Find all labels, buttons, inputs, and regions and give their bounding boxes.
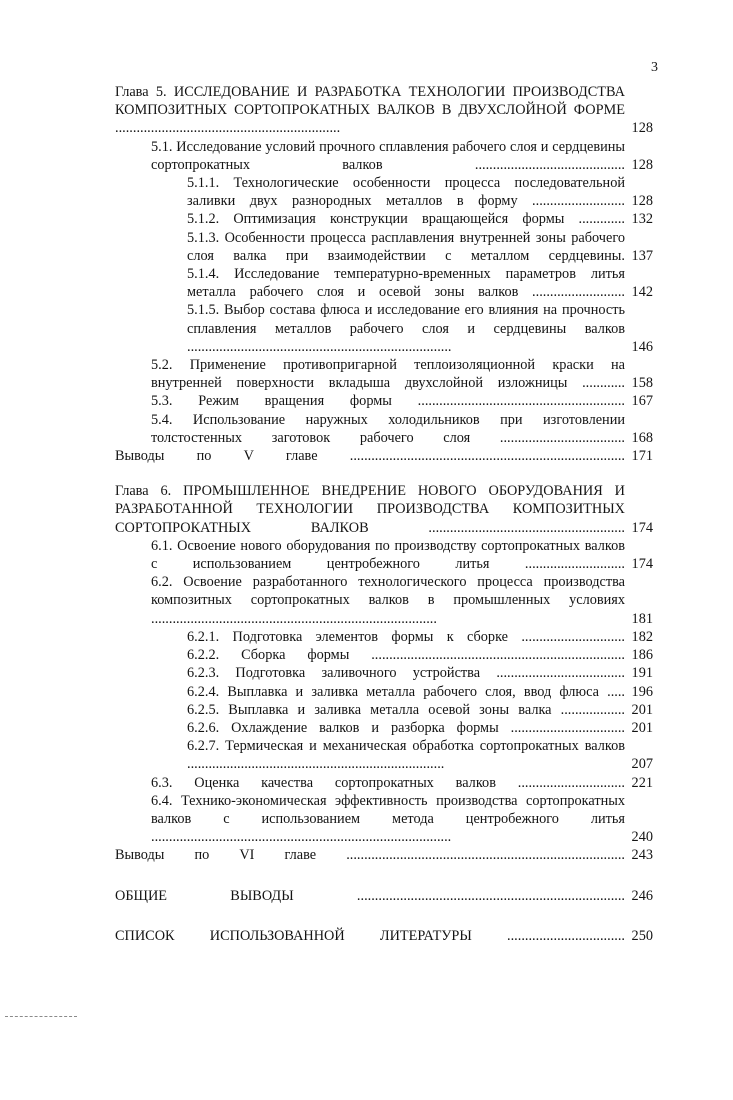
toc-page-number: 174	[631, 556, 653, 573]
toc-general-conclusions[interactable]	[115, 887, 653, 905]
toc-page-number: 191	[631, 665, 653, 682]
toc-entry-title: 5.3. Режим вращения формы ..........................................................	[151, 393, 625, 410]
toc-section-6-4[interactable]	[151, 792, 653, 847]
toc-subsection-5-1-2[interactable]	[187, 210, 653, 228]
toc-entry-title: 5.1.3. Особенности процесса расплавления внутренней зоны рабочего слоя валка при взаимодействии с металлом сердцевины.	[187, 229, 625, 264]
toc-subsection-5-1-3[interactable]	[187, 229, 653, 265]
toc-page-number: 128	[631, 193, 653, 210]
toc-page-number: 201	[631, 719, 653, 736]
spacer	[115, 465, 653, 482]
toc-section-6-3[interactable]	[151, 774, 653, 792]
toc-page-number: 158	[631, 375, 653, 392]
toc-page-number: 171	[631, 448, 653, 465]
toc-page-number: 128	[631, 120, 653, 137]
toc-page-number: 168	[631, 429, 653, 446]
spacer	[115, 865, 653, 887]
toc-page-number: 240	[631, 829, 653, 846]
toc-entry-title: 5.1.1. Технологические особенности процесса последовательной заливки двух разнородных металлов в форму ..........................	[187, 175, 625, 210]
toc-entry-title: 5.1. Исследование условий прочного сплавления рабочего слоя и сердцевины сортопрокатных валков ..........................................	[151, 138, 625, 173]
spacer	[115, 905, 653, 927]
toc-page-number: 250	[631, 927, 653, 944]
scan-artifact-line	[5, 1016, 77, 1017]
toc-subsection-6-2-7[interactable]	[187, 737, 653, 773]
toc-entry-title: 6.1. Освоение нового оборудования по производству сортопрокатных валков с использованием центробежного литья ............................	[151, 537, 625, 573]
toc-section-5-1[interactable]	[151, 138, 653, 174]
toc-entry-title: 6.2.3. Подготовка заливочного устройства ....................................	[187, 665, 625, 682]
toc-entry-title: 6.3. Оценка качества сортопрокатных валков ..............................	[151, 774, 625, 791]
toc-page-number: 174	[631, 519, 653, 536]
toc-page-number: 137	[631, 247, 653, 264]
toc-page-number: 201	[631, 701, 653, 718]
toc-conclusions-chapter-6[interactable]	[115, 846, 653, 864]
toc-subsection-6-2-2[interactable]	[187, 646, 653, 664]
toc-page-number: 128	[631, 156, 653, 173]
toc-page-number: 221	[631, 774, 653, 791]
toc-page-number: 132	[631, 211, 653, 228]
toc-entry-title: 6.2.1. Подготовка элементов формы к сборке .............................	[187, 628, 625, 645]
toc-entry-title: 6.2.5. Выплавка и заливка металла осевой зоны валка ..................	[187, 701, 625, 718]
toc-entry-title: 5.1.4. Исследование температурно-временных параметров литья металла рабочего слоя и осевой зоны валков ..........................	[187, 266, 625, 301]
toc-section-5-3[interactable]	[151, 392, 653, 410]
toc-subsection-6-2-3[interactable]	[187, 664, 653, 682]
toc-entry-title: СПИСОК ИСПОЛЬЗОВАННОЙ ЛИТЕРАТУРЫ .................................	[115, 927, 625, 944]
toc-page-number: 186	[631, 647, 653, 664]
toc-entry-title: Выводы по V главе .............................................................................	[115, 448, 625, 465]
toc-entry-title: Глава 5. ИССЛЕДОВАНИЕ И РАЗРАБОТКА ТЕХНОЛОГИИ ПРОИЗВОДСТВА КОМПОЗИТНЫХ СОРТОПРОКАТНЫХ ВАЛКОВ В ДВУХСЛОЙНОЙ ФОРМЕ ...............................................................	[115, 84, 625, 137]
toc-entry-title: 6.4. Технико-экономическая эффективность производства сортопрокатных валков с использованием метода центробежного литья ....................................................................................	[151, 792, 625, 846]
toc-entry-title: 5.1.5. Выбор состава флюса и исследование его влияния на прочность сплавления металлов рабочего слоя и сердцевины валков ..........................................................................	[187, 302, 625, 355]
toc-entry-title: 6.2.4. Выплавка и заливка металла рабочего слоя, ввод флюса .....	[187, 683, 625, 700]
toc-subsection-6-2-4[interactable]	[187, 683, 653, 701]
toc-subsection-6-2-5[interactable]	[187, 701, 653, 719]
toc-entry-title: 6.2.6. Охлаждение валков и разборка формы ................................	[187, 719, 625, 736]
toc-subsection-5-1-1[interactable]	[187, 174, 653, 210]
toc-section-6-2[interactable]	[151, 573, 653, 628]
toc-entry-title: 6.2. Освоение разработанного технологического процесса производства композитных сортопрокатных валков в промышленных условиях ................................................................................	[151, 574, 625, 627]
toc-page-number: 196	[631, 683, 653, 700]
toc-entry-title: 6.2.2. Сборка формы .......................................................................	[187, 647, 625, 664]
toc-entry-title: 5.1.2. Оптимизация конструкции вращающейся формы .............	[187, 211, 625, 228]
toc-section-6-1[interactable]	[151, 537, 653, 573]
table-of-contents	[115, 83, 653, 945]
toc-page-number: 207	[631, 756, 653, 773]
toc-entry-title: Глава 6. ПРОМЫШЛЕННОЕ ВНЕДРЕНИЕ НОВОГО ОБОРУДОВАНИЯ И РАЗРАБОТАННОЙ ТЕХНОЛОГИИ ПРОИЗВОДСТВА КОМПОЗИТНЫХ СОРТОПРОКАТНЫХ ВАЛКОВ .......................................................	[115, 483, 625, 536]
toc-conclusions-chapter-5[interactable]	[115, 447, 653, 465]
toc-page-number: 167	[631, 393, 653, 410]
page-number: 3	[651, 60, 658, 75]
toc-entry-title: 6.2.7. Термическая и механическая обработка сортопрокатных валков ........................................................................	[187, 738, 625, 773]
toc-chapter-5[interactable]	[115, 83, 653, 138]
toc-section-5-2[interactable]	[151, 356, 653, 392]
toc-page-number: 181	[631, 610, 653, 627]
toc-entry-title: 5.2. Применение противопригарной теплоизоляционной краски на внутренней поверхности вкладыша двухслойной изложницы ............	[151, 357, 625, 392]
toc-entry-title: ОБЩИЕ ВЫВОДЫ ...........................................................................	[115, 887, 625, 904]
toc-subsection-5-1-4[interactable]	[187, 265, 653, 301]
toc-page-number: 182	[631, 628, 653, 645]
toc-page-number: 246	[631, 887, 653, 904]
toc-subsection-6-2-1[interactable]	[187, 628, 653, 646]
toc-references[interactable]	[115, 927, 653, 945]
toc-page-number: 146	[631, 338, 653, 355]
toc-subsection-5-1-5[interactable]	[187, 301, 653, 356]
toc-entry-title: Выводы по VI главе ..............................................................................	[115, 847, 625, 864]
toc-entry-title: 5.4. Использование наружных холодильников при изготовлении толстостенных заготовок рабочего слоя ...................................	[151, 411, 625, 446]
toc-chapter-6[interactable]	[115, 482, 653, 537]
toc-page-number: 243	[631, 847, 653, 864]
toc-section-5-4[interactable]	[151, 411, 653, 447]
toc-page-number: 142	[631, 284, 653, 301]
toc-subsection-6-2-6[interactable]	[187, 719, 653, 737]
